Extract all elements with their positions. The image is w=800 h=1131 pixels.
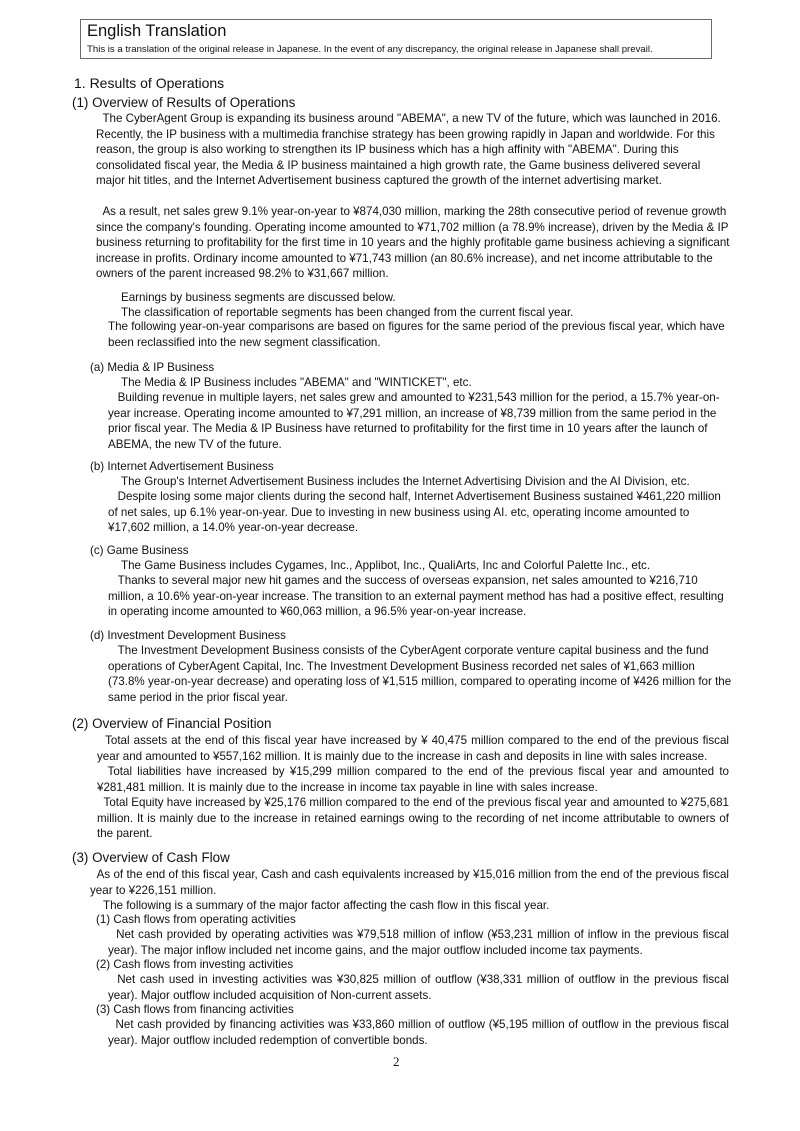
cash-flow-intro: The following is a summary of the major factor affecting the cash flow in this fiscal year. xyxy=(103,899,550,912)
translation-notice-box xyxy=(80,19,712,59)
segment-internet-ad-scope: The Group's Internet Advertisement Business includes the Internet Advertising Division and the AI Division, etc. xyxy=(121,475,690,488)
segment-heading-media-ip: (a) Media & IP Business xyxy=(90,361,215,374)
overview-paragraph-2: As a result, net sales grew 9.1% year-on-year to ¥874,030 million, marking the 28th consecutive period of revenue growth since the company's founding. Operating income amounted to ¥71,702 million (a 78.9% increase), driven by the Media & IP business returning to profitability for the first time in 10 years and the highly profitable game business achieving a significant increase in profits. Ordinary income amounted to ¥71,743 million (an 80.6% increase), and net income attributable to the owners of the parent increased 98.2% to ¥31,667 million. xyxy=(96,205,730,280)
classification-note: The classification of reportable segments has been changed from the current fiscal year. xyxy=(121,306,574,319)
cash-flow-financing-heading: (3) Cash flows from financing activities xyxy=(96,1003,294,1016)
cash-flow-operating-heading: (1) Cash flows from operating activities xyxy=(96,913,296,926)
financial-equity-paragraph: Total Equity have increased by ¥25,176 million compared to the end of the previous fiscal year and amounted to ¥275,681 million. It is mainly due to the increase in retained earnings owing to the recording of net income attributable to owners of the parent. xyxy=(97,796,729,840)
cash-flow-investing-body: Net cash used in investing activities was ¥30,825 million of outflow (¥38,331 million of outflow in the previous fiscal year). Major outflow included acquisition of Non-current assets. xyxy=(108,973,729,1002)
comparison-note: The following year-on-year comparisons are based on figures for the same period of the previous fiscal year, which have been reclassified into the new segment classification. xyxy=(108,320,725,349)
segment-heading-internet-ad: (b) Internet Advertisement Business xyxy=(90,460,274,473)
subsection-heading-cash-flow: (3) Overview of Cash Flow xyxy=(72,850,230,865)
notice-title: English Translation xyxy=(87,22,227,40)
cash-flow-investing-heading: (2) Cash flows from investing activities xyxy=(96,958,294,971)
segment-media-ip-scope: The Media & IP Business includes "ABEMA" and "WINTICKET", etc. xyxy=(121,376,472,389)
section-heading-results-of-operations: 1. Results of Operations xyxy=(74,75,225,91)
segment-heading-investment: (d) Investment Development Business xyxy=(90,629,286,642)
cash-flow-financing-body: Net cash provided by financing activities was ¥33,860 million of outflow (¥5,195 million of outflow in the previous fiscal year). Major outflow included redemption of convertible bonds. xyxy=(108,1018,729,1047)
financial-assets-paragraph: Total assets at the end of this fiscal year have increased by ¥ 40,475 million compared to the end of the previous fiscal year and amounted to ¥557,162 million. It is mainly due to the increase in cash and deposits in line with sales increase. xyxy=(97,734,729,763)
notice-text: This is a translation of the original release in Japanese. In the event of any discrepancy, the original release in Japanese shall prevail. xyxy=(87,44,653,55)
segment-game-scope: The Game Business includes Cygames, Inc., Applibot, Inc., QualiArts, Inc and Colorful Palette Inc., etc. xyxy=(121,559,651,572)
segment-heading-game: (c) Game Business xyxy=(90,544,189,557)
financial-liabilities-paragraph: Total liabilities have increased by ¥15,299 million compared to the end of the previous fiscal year and amounted to ¥281,481 million. It is mainly due to the increase in income tax payable in line with sales increase. xyxy=(97,765,729,794)
page-number: 2 xyxy=(393,1054,400,1069)
segment-internet-ad-body: Despite losing some major clients during the second half, Internet Advertisement Business sustained ¥461,220 million of net sales, up 6.1% year-on-year. Due to investing in new business using AI. etc, operating income amounted to ¥17,602 million, a 14.0% year-on-year decrease. xyxy=(108,490,721,534)
overview-paragraph-1: The CyberAgent Group is expanding its business around "ABEMA", a new TV of the future, which was launched in 2016. Recently, the IP business with a multimedia franchise strategy has been growing rapidly in Japan and worldwide. For this reason, the group is also working to strengthen its IP business which has a high affinity with "ABEMA". During this consolidated fiscal year, the Media & IP business maintained a high growth rate, the Game business delivered several major hit titles, and the Internet Advertisement business captured the growth of the internet advertising market. xyxy=(96,112,721,187)
segments-intro: Earnings by business segments are discussed below. xyxy=(121,291,396,304)
segment-media-ip-body: Building revenue in multiple layers, net sales grew and amounted to ¥231,543 million for the period, a 15.7% year-on-year increase. Operating income amounted to ¥7,291 million, an increase of ¥8,739 million from the same period in the prior fiscal year. The Media & IP Business have returned to profitability for the first time in 10 years after the launch of ABEMA, the new TV of the future. xyxy=(108,391,720,451)
cash-flow-summary: As of the end of this fiscal year, Cash and cash equivalents increased by ¥15,016 million from the end of the previous fiscal year to ¥226,151 million. xyxy=(90,868,729,897)
segment-game-body: Thanks to several major new hit games and the success of overseas expansion, net sales amounted to ¥216,710 million, a 10.6% year-on-year increase. The transition to an external payment method has had a positive effect, resulting in operating income amounted to ¥60,063 million, a 96.5% year-on-year increase. xyxy=(108,574,724,618)
segment-investment-body: The Investment Development Business consists of the CyberAgent corporate venture capital business and the fund operations of CyberAgent Capital, Inc. The Investment Development Business recorded net sales of ¥1,663 million (73.8% year-on-year decrease) and operating loss of ¥1,515 million, compared to operating income of ¥426 million for the same period in the prior fiscal year. xyxy=(108,644,732,704)
subsection-heading-financial-position: (2) Overview of Financial Position xyxy=(72,716,272,731)
cash-flow-operating-body: Net cash provided by operating activities was ¥79,518 million of inflow (¥53,231 million of inflow in the previous fiscal year). The major inflow included net income gains, and the major outflow included income tax payments. xyxy=(108,928,729,957)
subsection-heading-overview-results: (1) Overview of Results of Operations xyxy=(72,95,296,110)
